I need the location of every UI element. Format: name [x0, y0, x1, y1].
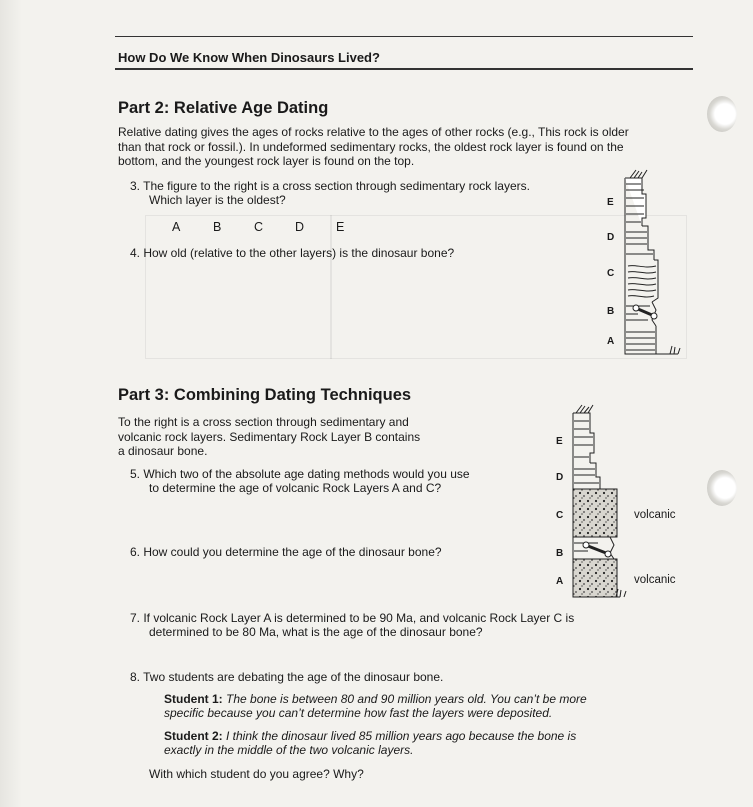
part3-heading: Part 3: Combining Dating Techniques	[118, 386, 412, 404]
figure1-label-a: A	[607, 336, 615, 347]
choice-b[interactable]: B	[213, 220, 222, 234]
question-4: 4. How old (relative to the other layers) is the dinosaur bone?	[130, 246, 455, 260]
part3-intro-line-3: a dinosaur bone.	[118, 444, 208, 458]
page-title: How Do We Know When Dinosaurs Lived?	[118, 50, 380, 65]
question-7-line-2: determined to be 80 Ma, what is the age of the dinosaur bone?	[149, 625, 483, 639]
part2-intro-line-3: bottom, and the youngest rock layer is found on the top.	[118, 154, 415, 168]
figure2-label-e: E	[556, 436, 563, 447]
figure2-label-c: C	[556, 510, 564, 521]
part3-intro-line-2: volcanic rock layers. Sedimentary Rock Layer B contains	[118, 429, 421, 444]
dinosaur-bone-icon	[583, 542, 611, 557]
student-1-line-2: specific because you can’t determine how fast the layers were deposited.	[164, 706, 553, 720]
closing-question: With which student do you agree? Why?	[149, 767, 364, 781]
question-8: 8. Two students are debating the age of the dinosaur bone.	[130, 670, 444, 684]
question-7-line-1: 7. If volcanic Rock Layer A is determined to be 90 Ma, and volcanic Rock Layer C is	[130, 611, 575, 625]
part2-intro-line-1: Relative dating gives the ages of rocks relative to the ages of other rocks (e.g., This rock is older	[118, 125, 629, 139]
question-3-line-1: 3. The figure to the right is a cross section through sedimentary rock layers.	[130, 179, 530, 193]
volcanic-layer-a	[573, 559, 617, 597]
student-1-label: Student 1:	[164, 692, 223, 706]
figure2-label-a: A	[556, 576, 564, 587]
student-2-line-1: I think the dinosaur lived 85 million years ago because the bone is	[222, 729, 577, 743]
choice-e[interactable]: E	[336, 220, 345, 234]
question-5-line-2: to determine the age of volcanic Rock Layers A and C?	[149, 481, 442, 495]
choice-a[interactable]: A	[172, 220, 181, 234]
figure1-label-c: C	[607, 268, 615, 279]
student-2-line-2: exactly in the middle of the two volcanic layers.	[164, 743, 414, 757]
figure2-label-b: B	[556, 548, 564, 559]
part3-intro-line-1: To the right is a cross section through sedimentary and	[118, 415, 409, 429]
grass-icon	[630, 170, 647, 178]
question-3-line-2: Which layer is the oldest?	[149, 193, 286, 207]
student-1-statement	[164, 692, 644, 720]
bleed-through-line	[330, 215, 332, 359]
dinosaur-bone-icon	[633, 305, 657, 319]
student-1-line-1: The bone is between 80 and 90 million years old. You can’t be more	[222, 692, 587, 706]
part2-heading: Part 2: Relative Age Dating	[118, 99, 329, 117]
student-2-label: Student 2:	[164, 729, 223, 743]
figure1-label-b: B	[607, 306, 615, 317]
header-rule-top	[115, 36, 693, 37]
part2-intro-line-2: than that rock or fossil.). In undeformed sedimentary rocks, the oldest rock layer is found on the	[118, 139, 624, 154]
sedimentary-cross-section-figure	[622, 168, 684, 358]
volcanic-layer-c	[573, 489, 617, 537]
volcanic-label-upper: volcanic	[634, 509, 676, 521]
figure1-label-d: D	[607, 232, 615, 243]
header-rule-bottom	[115, 68, 693, 70]
question-6: 6. How could you determine the age of the dinosaur bone?	[130, 545, 442, 559]
punch-hole-icon	[707, 96, 737, 132]
grass-icon	[576, 405, 593, 413]
page-binding-edge	[0, 0, 22, 807]
student-2-statement	[164, 729, 644, 757]
question-5-line-1: 5. Which two of the absolute age dating methods would you use	[130, 467, 470, 481]
volcanic-label-lower: volcanic	[634, 574, 676, 586]
figure1-label-e: E	[607, 197, 614, 208]
grass-icon	[670, 346, 680, 354]
bleed-through-table	[145, 215, 687, 359]
volcanic-cross-section-figure	[570, 403, 632, 601]
choice-d[interactable]: D	[295, 220, 305, 234]
punch-hole-icon	[707, 470, 737, 506]
figure2-label-d: D	[556, 472, 564, 483]
choice-c[interactable]: C	[254, 220, 264, 234]
question-3-choices	[172, 220, 377, 234]
